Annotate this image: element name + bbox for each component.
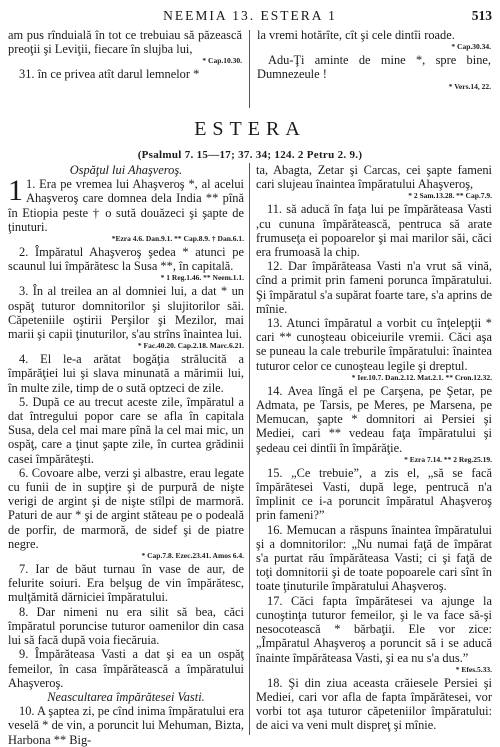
cross-reference: * Cap.10.30.	[202, 56, 242, 66]
column-divider-main	[249, 163, 250, 735]
verse-12: 12. Dar împărăteasa Vasti n'a vrut să vină, cînd a primit prin fameni porunca împăratului. Şi împăratul s'a supărat foarte tare, s'a aprins de mînie.	[256, 259, 493, 316]
verse-3: 3. În al treilea an al domniei lui, a dat * un ospăţ tuturor domnitorilor şi slujitorilor săi. Căpeteniile oştirii Perşilor şi Mezilor, mai marii şi capii ţinuturilor, s'au strîns înaintea lui.	[8, 284, 244, 342]
verse-10: 10. A şaptea zi, pe cînd inima împăratului era veselă * de vin, a poruncit lui Mehuman, Bizta, Harbona ** Big-	[8, 704, 244, 747]
verse-2: 2. Împăratul Ahaşveroş şedea * atunci pe scaunul lui împărătesc la Susa **, în capitală.	[8, 245, 244, 274]
book-cross-references: (Psalmul 7. 15—17; 37. 34; 124. 2 Petru 2. 9.)	[137, 149, 363, 161]
verse-4: 4. El le-a arătat bogăţia strălucită a împărăţiei lui şi slava minunată a mărimii lui, în multe zile, timp de o sută optzeci de zile.	[8, 352, 244, 395]
verse-16: 16. Memucan a răspuns înaintea împăratului şi a domnitorilor: „Nu numai faţă de împărat s'a purtat rău împărăteasa Vasti; ci şi faţă de toţi domnitorii şi de toate popoarele cari sînt în toate ţinuturile împăratului Ahaşveroş.	[256, 522, 492, 594]
verse-7: 7. Iar de băut turnau în vase de aur, de felurite soiuri. Era belşug de vin împărătesc, mulţămită dărniciei împăratului.	[8, 562, 244, 605]
nehemiah-left-column	[8, 28, 242, 82]
running-title: NEEMIA 13. ESTERA 1	[163, 8, 337, 23]
verse-9: 9. Împărăteasa Vasti a dat şi ea un ospăţ femeilor, în casa împărătească a împăratului Ahaşveroş.	[8, 647, 244, 690]
verse-15: 15. „Ce trebuie”, a zis el, „să se facă împărătesei Vasti, după lege, pentrucă n'a împlinit ce i-a poruncit împăratul Ahaşveroş prin fameni?”	[256, 465, 492, 523]
chapter-number: 1	[8, 174, 23, 208]
cross-reference: * 2 Sam.13.28. ** Cap.7.9.	[408, 191, 492, 201]
verse-17: 17. Căci fapta împărătesei va ajunge la cunoştinţa tuturor femeilor, şi le va face să-şi nesocotească * bărbaţii. Ele vor zice: „Împăratul Ahaşveroş a poruncit să i se aducă înainte împărăteasa Vasti, şi ea nu s'a dus.”	[256, 593, 492, 665]
cross-reference: * Cap.30.34.	[451, 42, 491, 52]
section-heading: Neascultarea împărătesei Vasti.	[47, 689, 205, 704]
verse-14: 14. Avea lîngă el pe Carşena, pe Şetar, pe Admata, pe Tarsis, pe Meres, pe Marsena, pe Memucan, şapte * domnitori ai Persiei şi Mediei, cari ** vedeau faţa împăratului şi şedeau cei dintîi în împărăţie.	[256, 383, 492, 455]
verse-6: 6. Covoare albe, verzi şi albastre, erau legate cu funii de in supţire şi de purpură de nişte verigi de argint şi de nişte stîlpi de marmoră. Paturi de aur * şi de argint stăteau pe o podeală de porfir, de marmoră, de sidef şi de piatre negre.	[8, 465, 244, 551]
nehemiah-right-column	[257, 28, 491, 93]
section-heading: Ospăţul lui Ahaşveroş.	[69, 163, 183, 177]
cross-reference: * Vers.14, 22.	[448, 81, 491, 91]
cross-reference: * Ier.10.7. Dan.2.12. Mat.2.1. ** Cron.12.32.	[351, 372, 492, 382]
column-divider-top	[249, 30, 250, 108]
verse-13: 13. Atunci împăratul a vorbit cu înţelepţii * cari ** cunoşteau obiceiurile vremii. Căci aşa se puneau la cale treburile împăratului: înaintea tuturor celor ce cunoşteau legile şi dreptul.	[256, 316, 492, 373]
esther-left-column	[8, 163, 244, 747]
cross-reference: * 1 Reg.1.46. ** Neem.1.1.	[160, 273, 244, 283]
esther-right-column	[256, 163, 492, 733]
running-header	[0, 6, 500, 30]
cross-reference: *Ezra 4.6. Dan.9.1. ** Cap.8.9. † Dan.6.1.	[111, 234, 244, 244]
book-title: ESTERA	[194, 118, 306, 140]
nehemiah-verse-31: 31. în ce privea atît darul lemnelor *	[19, 67, 200, 82]
cross-reference: * Cap.7.8. Ezec.23.41. Amos 6.4.	[141, 551, 244, 561]
nehemiah-closing-prayer: Adu-Ţi aminte de mine *, spre bine, Dumnezeule !	[257, 53, 491, 82]
cross-reference: * Fac.40.20. Cap.2.18. Marc.6.21.	[137, 341, 244, 351]
verse-18: 18. Şi din ziua aceasta crăiesele Persiei şi Mediei, cari vor afla de fapta împărătesei, vor vorbi tot aşa tuturor căpeteniilor împăratului: de aici va veni mult dispreţ şi mînie.	[256, 675, 492, 733]
page-number: 513	[471, 8, 492, 23]
verse-1-text: 1. Era pe vremea lui Ahaşveroş *, al acelui Ahaşveroş care domnea dela India ** pînă în Etiopia peste † o sută douăzeci şi şapte de ţinuturi.	[8, 177, 244, 234]
cross-reference: * Ezra 7.14. ** 2 Reg.25.19.	[404, 454, 492, 464]
verse-5: 5. După ce au trecut aceste zile, împăratul a dat întregului popor care se afla în capitala Susa, dela cel mai mare pînă la cel mai mic, un ospăţ, care a ţinut şapte zile, în curtea grădinii casei împărăteşti.	[8, 394, 244, 466]
cross-reference: * Efes.5.33.	[455, 664, 492, 674]
verse-8: 8. Dar nimeni nu era silit să bea, căci împăratul poruncise tuturor oamenilor din casa lui să facă după voia fiecăruia.	[8, 604, 244, 648]
nehemiah-verse-30-end: am pus rînduială în tot ce trebuiau să păzească preoţii şi Leviţii, fiecare în slujba lui,	[8, 28, 242, 57]
nehemiah-verse-31-end: la vremi hotărîte, cît şi cele dintîi roade.	[257, 28, 455, 42]
verse-11: 11. să aducă în faţa lui pe împărăteasa Vasti ,cu cununa împărătească, pentruca să arate frumuseţa ei popoarelor şi mai marilor săi, căci era frumoasă la chip.	[256, 202, 492, 260]
verse-1	[8, 174, 244, 234]
verse-10-continued: ta, Abagta, Zetar şi Carcas, cei şapte fameni cari slujeau înaintea împăratului Ahaşveroş,	[256, 163, 492, 192]
